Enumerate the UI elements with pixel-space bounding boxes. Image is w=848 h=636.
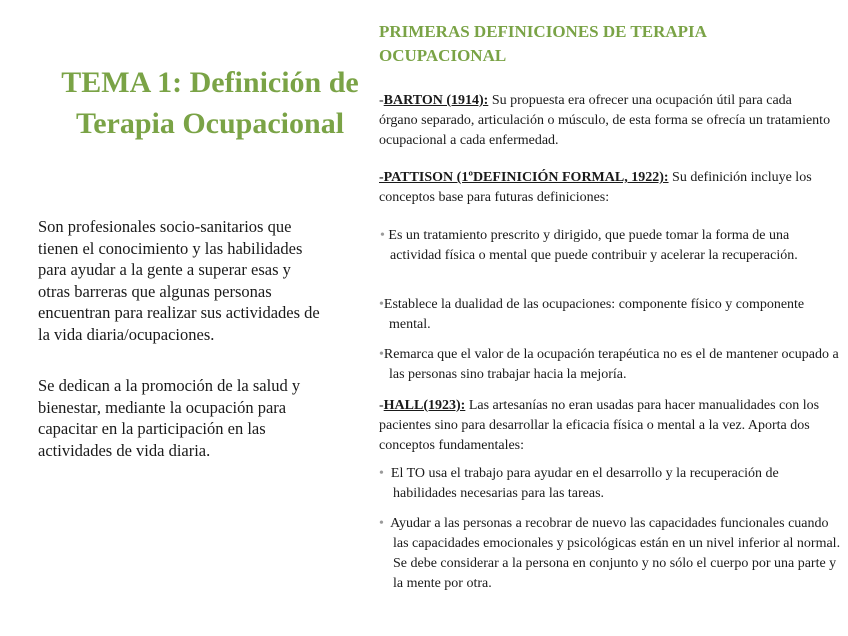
hall-definition bbox=[379, 396, 831, 456]
barton-label: BARTON (1914): bbox=[383, 93, 489, 108]
page-title: TEMA 1: Definición de Terapia Ocupacional bbox=[61, 66, 359, 140]
hall-text: Las artesanías no eran usadas para hacer manualidades con los pacientes sino para desarrollar la eficacia física o mental a la vez. Aporta dos conceptos fundamentales: bbox=[379, 398, 820, 453]
intro-paragraph: Son profesionales socio-sanitarios que tienen el conocimiento y las habilidades para ayudar a la gente a superar esas y otras barreras que algunas personas encuentran para realizar sus actividades de la vida diaria/ocupaciones. bbox=[38, 217, 320, 344]
barton-prefix: - bbox=[379, 93, 384, 108]
bullet-icon: • bbox=[380, 228, 385, 243]
list-item bbox=[379, 345, 841, 385]
bullet-icon: • bbox=[379, 347, 384, 362]
barton-text: Su propuesta era ofrecer una ocupación útil para cada órgano separado, articulación o músculo, de esta forma se ofrecía un tratamiento ocupacional a cada enfermedad. bbox=[379, 93, 831, 148]
pattison-label: -PATTISON (1ºDEFINICIÓN FORMAL, 1922): bbox=[379, 170, 669, 185]
barton-definition bbox=[379, 91, 831, 151]
hall-bullet-2: Ayudar a las personas a recobrar de nuevo las capacidades funcionales cuando las capacidades emocionales y psicológicas están en un nivel inferior al normal. Se debe considerar a la persona en conjunto y no sólo el cuerpo por una parte y la mente por otra. bbox=[390, 516, 841, 591]
section-heading: PRIMERAS DEFINICIONES DE TERAPIA OCUPACIONAL bbox=[379, 22, 706, 65]
pattison-bullet-3: Remarca que el valor de la ocupación terapéutica no es el de mantener ocupado a las personas sino trabajar hacia la mejoría. bbox=[383, 347, 839, 382]
bullet-icon: • bbox=[379, 297, 384, 312]
pattison-text: Su definición incluye los conceptos base para futuras definiciones: bbox=[379, 170, 812, 205]
hall-label: HALL(1923): bbox=[383, 398, 466, 413]
list-item bbox=[379, 295, 841, 335]
pattison-bullet-1: Es un tratamiento prescrito y dirigido, que puede tomar la forma de una actividad física o mental que puede contribuir y acelerar la recuperación. bbox=[384, 228, 798, 263]
promotion-paragraph: Se dedican a la promoción de la salud y bienestar, mediante la ocupación para capacitar en la participación en las actividades de vida diaria. bbox=[38, 376, 301, 460]
list-item bbox=[379, 464, 845, 504]
pattison-definition bbox=[379, 168, 831, 208]
hall-prefix: - bbox=[379, 398, 384, 413]
list-item bbox=[379, 226, 842, 266]
hall-bullet-1: El TO usa el trabajo para ayudar en el desarrollo y la recuperación de habilidades necesarias para las tareas. bbox=[390, 466, 779, 501]
bullet-icon: • bbox=[379, 466, 384, 481]
pattison-bullet-2: Establece la dualidad de las ocupaciones: componente físico y componente mental. bbox=[383, 297, 805, 332]
bullet-icon: • bbox=[379, 516, 384, 531]
list-item bbox=[379, 514, 845, 594]
